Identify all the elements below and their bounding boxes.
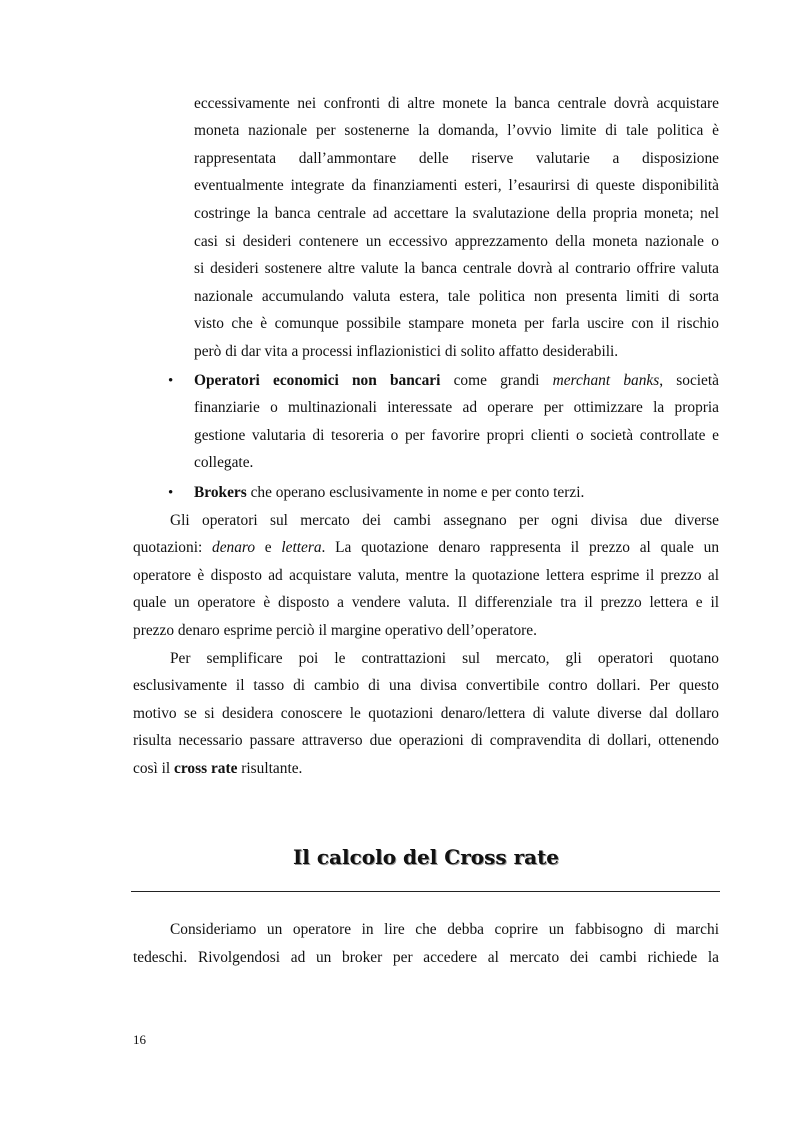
text-span: che operano esclusivamente in nome e per conto terzi. [246, 484, 585, 501]
text-line: Gli operatori sul mercato dei cambi assegnano per ogni divisa due diverse [170, 512, 719, 529]
text-line: nazionale accumulando valuta estera, tale politica non presenta limiti di sorta [194, 288, 719, 305]
text-line: casi si desideri contenere un eccessivo apprezzamento della moneta nazionale o [194, 233, 719, 250]
text-span: e [255, 539, 282, 556]
text-line: eventualmente integrate da finanziamenti esteri, l’esaurirsi di queste disponibilità [194, 177, 719, 194]
page-number: 16 [133, 1032, 146, 1047]
text-line: finanziarie o multinazionali interessate ad operare per ottimizzare la propria [194, 399, 719, 416]
bullet-title: Brokers [194, 484, 247, 501]
text-line: motivo se si desidera conoscere le quotazioni denaro/lettera di valute diverse dal dollaro [133, 705, 719, 722]
italic-term: lettera [281, 539, 322, 556]
italic-term: merchant banks [552, 372, 660, 389]
text-line: eccessivamente nei confronti di altre monete la banca centrale dovrà acquistare [194, 95, 719, 112]
text-line: Consideriamo un operatore in lire che debba coprire un fabbisogno di marchi [170, 921, 719, 938]
text-line: rappresentata dall’ammontare delle riserve valutarie a disposizione [194, 150, 719, 167]
text-line: moneta nazionale per sostenerne la domanda, l’ovvio limite di tale politica è [194, 122, 719, 139]
bullet-item-first-line [194, 483, 719, 503]
text-span: così il [133, 760, 175, 777]
text-line: prezzo denaro esprime perciò il margine operativo dell’operatore. [133, 622, 537, 639]
text-line: Per semplificare poi le contrattazioni sul mercato, gli operatori quotano [170, 650, 719, 667]
text-line [133, 538, 719, 558]
bullet-marker: • [168, 373, 174, 389]
text-span: come grandi [440, 372, 553, 389]
text-line: operatore è disposto ad acquistare valuta, mentre la quotazione lettera esprime il prezzo al [133, 567, 719, 584]
text-line: gestione valutaria di tesoreria o per favorire propri clienti o società controllate e [194, 427, 719, 444]
italic-term: denaro [212, 539, 256, 556]
bullet-marker: • [168, 485, 174, 501]
heading-rule [131, 891, 720, 892]
bullet-title: Operatori economici non bancari [194, 372, 441, 389]
text-line: quale un operatore è disposto a vendere valuta. Il differenziale tra il prezzo lettera e il [133, 594, 719, 611]
bullet-item-first-line [194, 371, 719, 391]
text-span: , società [659, 372, 719, 389]
text-line: tedeschi. Rivolgendosi ad un broker per accedere al mercato dei cambi richiede la [133, 949, 719, 966]
text-span: . La quotazione denaro rappresenta il prezzo al quale un [321, 539, 720, 556]
text-line: visto che è comunque possibile stampare moneta per farla uscire con il rischio [194, 315, 719, 332]
text-span: quotazioni: [133, 539, 212, 556]
text-line: costringe la banca centrale ad accettare la svalutazione della propria moneta; nel [194, 205, 719, 222]
text-line: risulta necessario passare attraverso due operazioni di compravendita di dollari, ottenendo [133, 732, 719, 749]
text-line: si desideri sostenere altre valute la banca centrale dovrà al contrario offrire valuta [194, 260, 719, 277]
text-line: collegate. [194, 454, 254, 471]
text-line: esclusivamente il tasso di cambio di una divisa convertibile contro dollari. Per questo [133, 677, 719, 694]
text-line [133, 759, 719, 779]
bold-term: cross rate [174, 760, 238, 777]
section-heading: Il calcolo del Cross rate [292, 845, 560, 869]
text-line: però di dar vita a processi inflazionistici di solito affatto desiderabili. [194, 343, 619, 360]
text-span: risultante. [237, 760, 303, 777]
